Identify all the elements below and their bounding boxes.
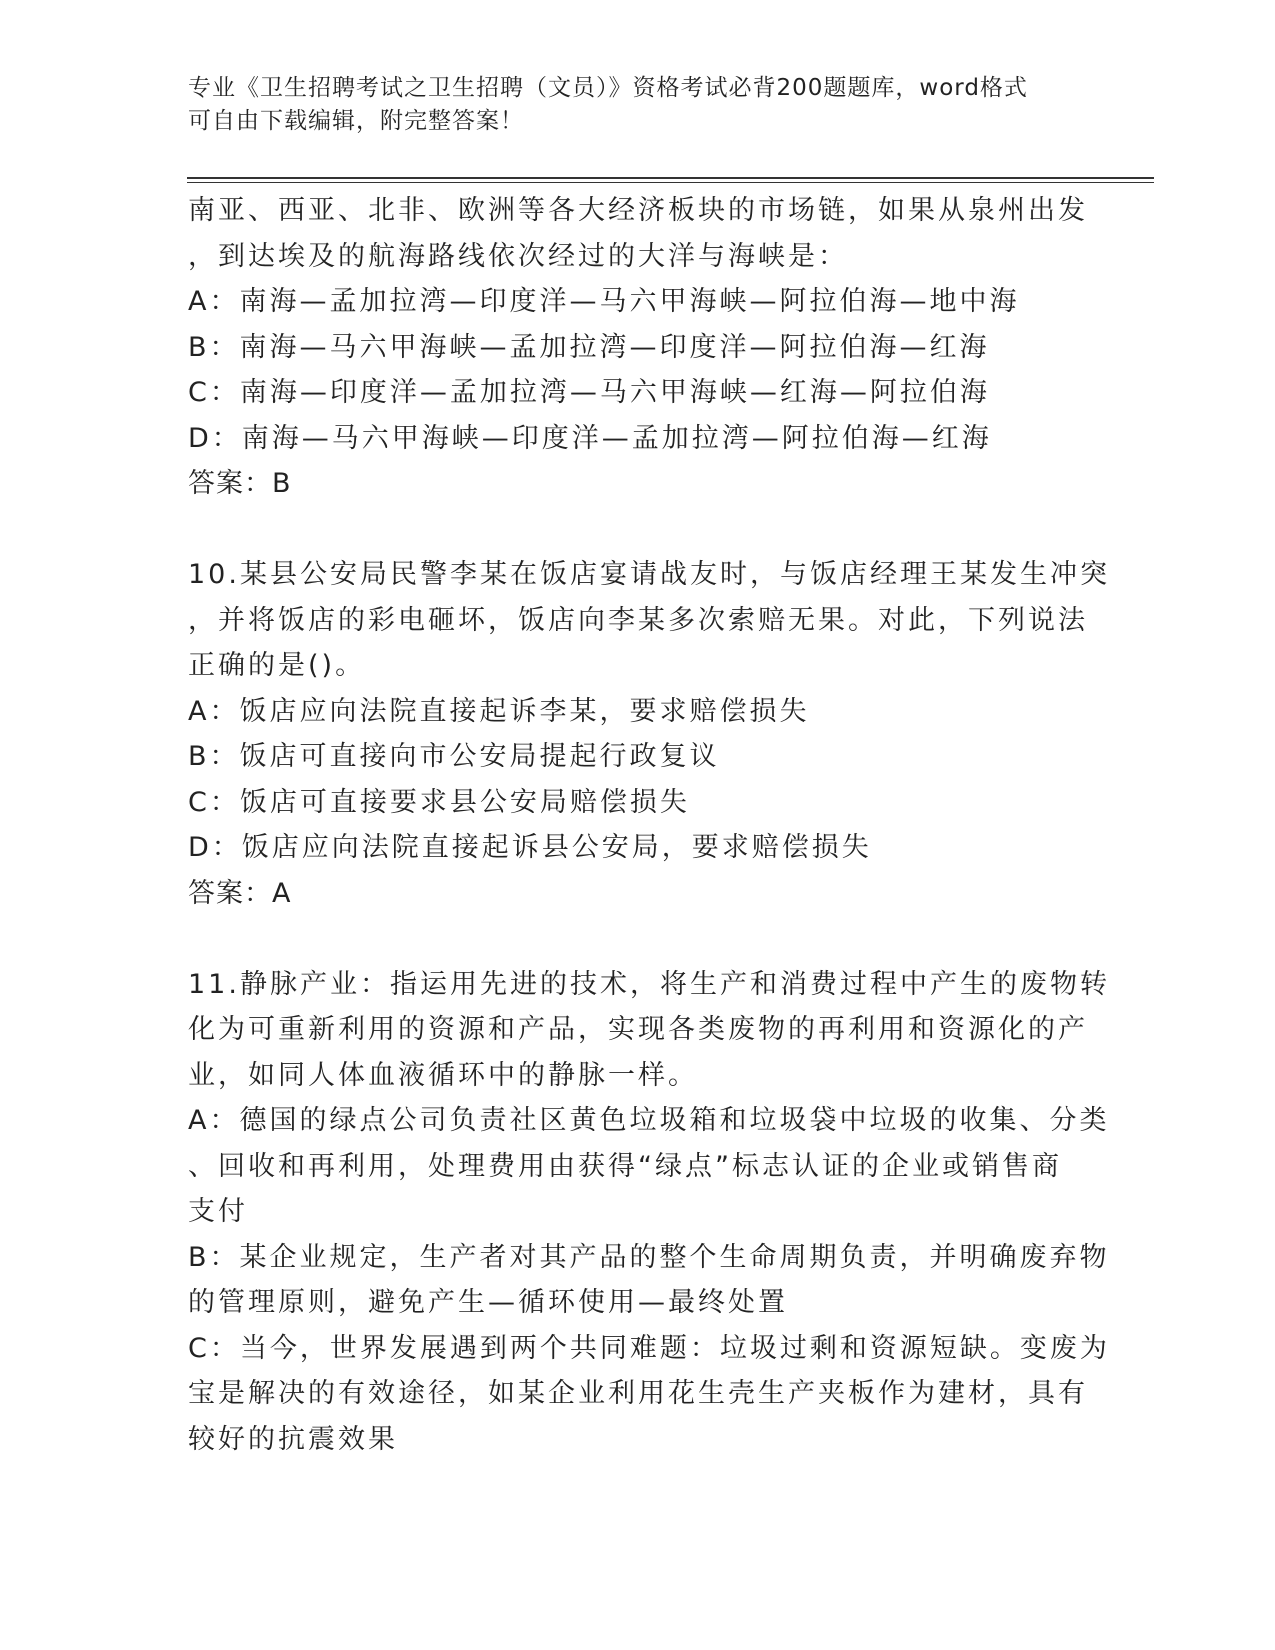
question-stem-line: ，到达埃及的航海路线依次经过的大洋与海峡是： <box>188 240 848 272</box>
question-9 <box>188 188 1088 507</box>
option-a-line: A：德国的绿点公司负责社区黄色垃圾箱和垃圾袋中垃圾的收集、分类 <box>188 1105 1110 1136</box>
question-stem-line: 业，如同人体血液循环中的静脉一样。 <box>188 1059 698 1091</box>
spacer <box>188 916 1088 962</box>
option-a: A：饭店应向法院直接起诉李某，要求赔偿损失 <box>188 695 810 727</box>
option-a: A：南海—孟加拉湾—印度洋—马六甲海峡—阿拉伯海—地中海 <box>188 286 1020 317</box>
question-stem-line: 南亚、西亚、北非、欧洲等各大经济板块的市场链，如果从泉州出发 <box>188 195 1088 226</box>
option-c: C：南海—印度洋—孟加拉湾—马六甲海峡—红海—阿拉伯海 <box>188 377 990 408</box>
question-stem-line: 10.某县公安局民警李某在饭店宴请战友时，与饭店经理王某发生冲突 <box>188 559 1110 590</box>
header-line-2: 可自由下载编辑，附完整答案！ <box>188 108 524 134</box>
option-b: B：南海—马六甲海峡—孟加拉湾—印度洋—阿拉伯海—红海 <box>188 331 990 363</box>
option-c-line: C：当今，世界发展遇到两个共同难题：垃圾过剩和资源短缺。变废为 <box>188 1332 1110 1364</box>
option-c-line: 宝是解决的有效途径，如某企业利用花生壳生产夹板作为建材，具有 <box>188 1378 1088 1409</box>
question-11 <box>188 962 1110 1463</box>
option-b-line: 的管理原则，避免产生—循环使用—最终处置 <box>188 1287 788 1318</box>
option-a-line: 支付 <box>188 1196 248 1227</box>
option-d: D：饭店应向法院直接起诉县公安局，要求赔偿损失 <box>188 832 872 863</box>
document-body <box>188 188 1110 1462</box>
header-divider <box>187 177 1154 183</box>
question-stem-line: 11.静脉产业：指运用先进的技术，将生产和消费过程中产生的废物转 <box>188 968 1110 1000</box>
option-c: C：饭店可直接要求县公安局赔偿损失 <box>188 786 690 818</box>
option-c-line: 较好的抗震效果 <box>188 1423 398 1455</box>
option-b-line: B：某企业规定，生产者对其产品的整个生命周期负责，并明确废弃物 <box>188 1241 1110 1273</box>
option-d: D：南海—马六甲海峡—印度洋—孟加拉湾—阿拉伯海—红海 <box>188 422 992 454</box>
spacer <box>188 507 1088 553</box>
question-stem-line: 化为可重新利用的资源和产品，实现各类废物的再利用和资源化的产 <box>188 1014 1088 1045</box>
question-stem-line: 正确的是()。 <box>188 650 366 681</box>
answer-label: 答案：B <box>188 468 292 499</box>
option-b: B：饭店可直接向市公安局提起行政复议 <box>188 741 720 772</box>
answer-label: 答案：A <box>188 877 292 909</box>
question-10 <box>188 552 1110 916</box>
question-stem-line: ，并将饭店的彩电砸坏，饭店向李某多次索赔无果。对此，下列说法 <box>188 604 1088 636</box>
header-line-1: 专业《卫生招聘考试之卫生招聘（文员）》资格考试必背200题题库，word格式 <box>188 75 1028 101</box>
option-a-line: 、回收和再利用，处理费用由获得“绿点”标志认证的企业或销售商 <box>188 1150 1062 1182</box>
page-header <box>188 72 1088 138</box>
